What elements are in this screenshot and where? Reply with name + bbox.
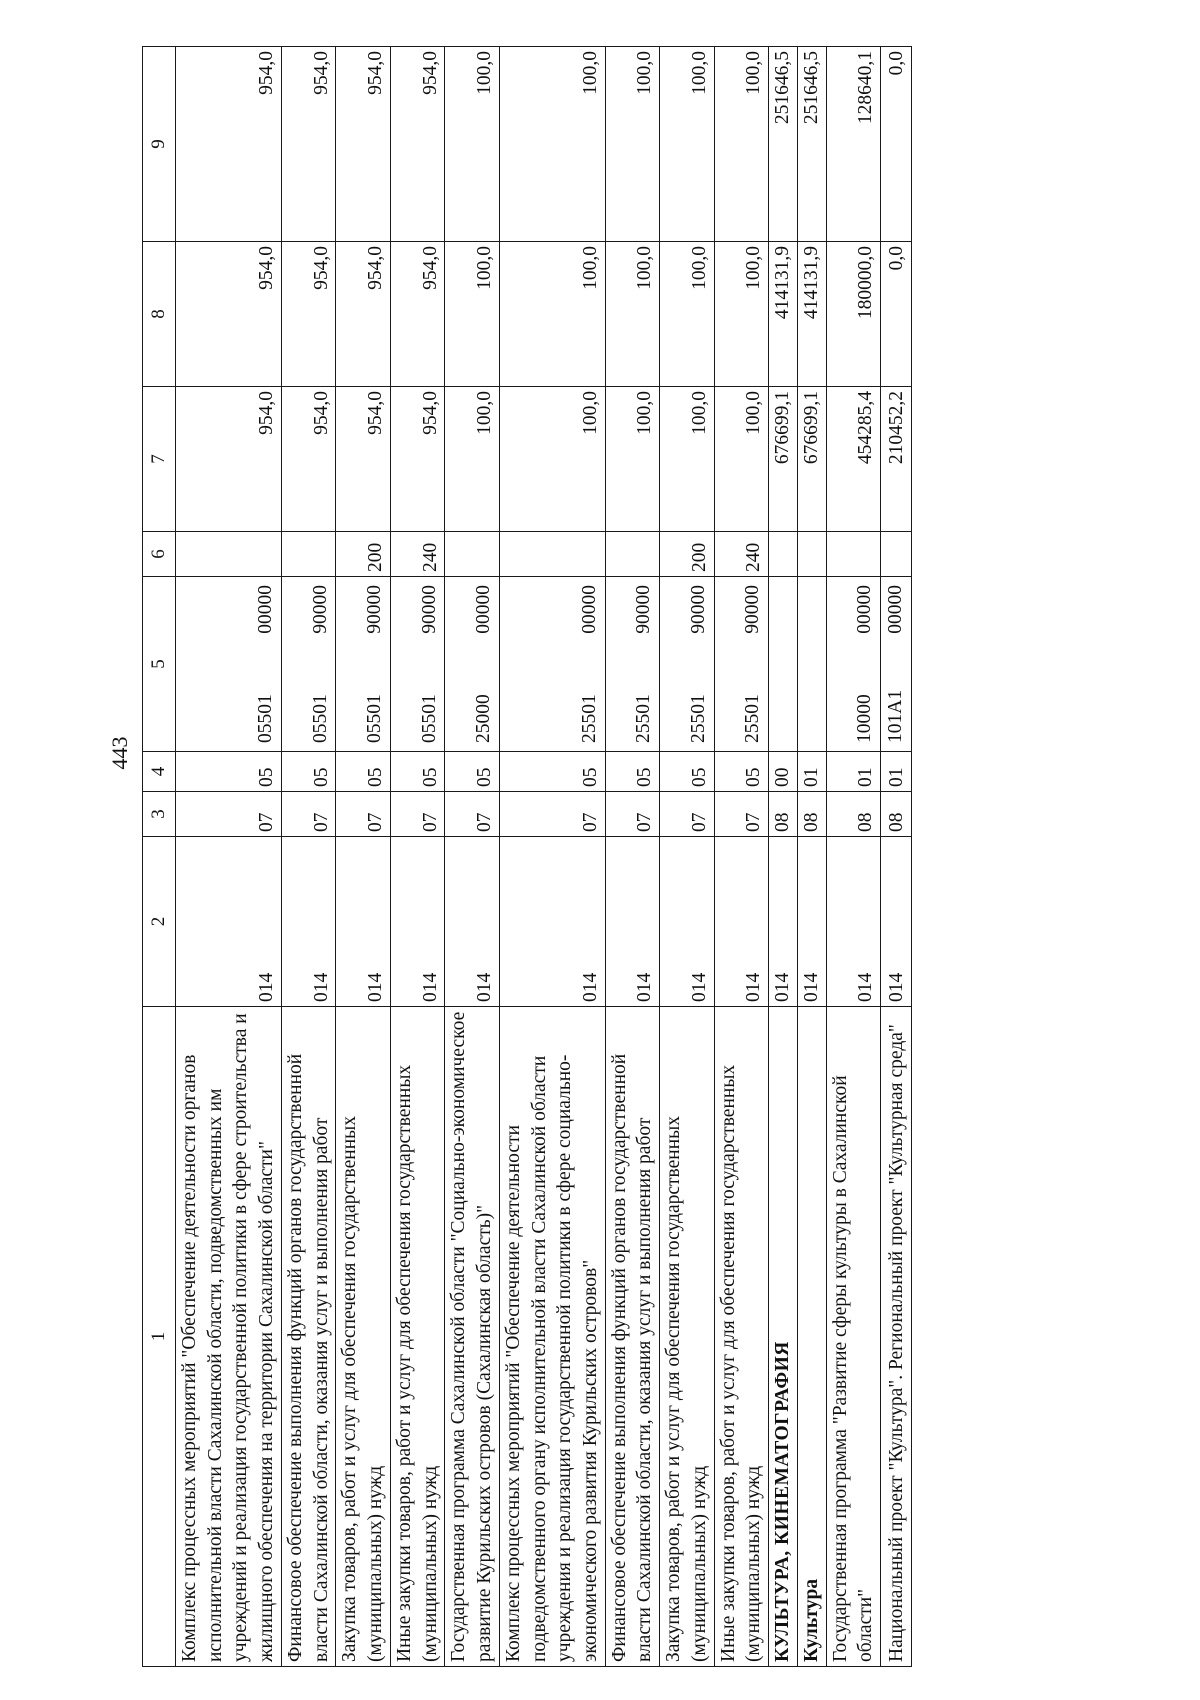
target-article-cell <box>769 577 798 752</box>
ministry-code-cell: 014 <box>445 837 499 1007</box>
subsection-code-cell: 05 <box>390 752 444 792</box>
expense-type-cell: 240 <box>390 532 444 577</box>
page-number: 443 <box>107 736 132 770</box>
section-code-cell: 07 <box>605 792 659 837</box>
target-article-direction: 00000 <box>473 585 495 634</box>
ministry-code-cell: 014 <box>281 837 335 1007</box>
amount-year-1-cell: 954,0 <box>281 387 335 532</box>
table-row <box>176 47 282 1667</box>
target-article-program: 05501 <box>309 694 331 743</box>
amount-year-3-cell: 954,0 <box>336 47 390 242</box>
ministry-code-cell: 014 <box>769 837 798 1007</box>
amount-year-3-cell: 954,0 <box>176 47 282 242</box>
section-code-cell: 07 <box>445 792 499 837</box>
row-name-cell: КУЛЬТУРА, КИНЕМАТОГРАФИЯ <box>769 1007 798 1667</box>
subsection-code-cell: 01 <box>826 752 880 792</box>
expense-type-cell <box>281 532 335 577</box>
column-header: 1 <box>143 1007 176 1667</box>
target-article-program: 25501 <box>579 694 601 743</box>
amount-year-3-cell: 251646,5 <box>769 47 798 242</box>
row-name-cell: Закупка товаров, работ и услуг для обеспечения государственных (муниципальных) нужд <box>336 1007 390 1667</box>
expense-type-cell <box>769 532 798 577</box>
target-article-program: 05501 <box>255 694 277 743</box>
amount-year-2-cell: 100,0 <box>714 242 768 387</box>
section-code-cell: 07 <box>660 792 714 837</box>
amount-year-1-cell: 100,0 <box>445 387 499 532</box>
amount-year-3-cell: 100,0 <box>605 47 659 242</box>
subsection-code-cell: 05 <box>605 752 659 792</box>
ministry-code-cell: 014 <box>605 837 659 1007</box>
amount-year-3-cell: 100,0 <box>714 47 768 242</box>
amount-year-3-cell: 100,0 <box>499 47 605 242</box>
target-article-program: 101A1 <box>885 689 907 743</box>
section-code-cell: 08 <box>881 792 912 837</box>
amount-year-1-cell: 954,0 <box>336 387 390 532</box>
table-row <box>660 47 714 1667</box>
target-article-cell <box>714 577 768 752</box>
target-article-cell <box>499 577 605 752</box>
ministry-code-cell: 014 <box>176 837 282 1007</box>
column-header: 9 <box>143 47 176 242</box>
expense-type-cell <box>881 532 912 577</box>
subsection-code-cell: 01 <box>797 752 826 792</box>
table-row <box>881 47 912 1667</box>
ministry-code-cell: 014 <box>797 837 826 1007</box>
budget-table <box>142 46 912 1667</box>
target-article-program: 25000 <box>473 694 495 743</box>
ministry-code-cell: 014 <box>336 837 390 1007</box>
amount-year-2-cell: 100,0 <box>445 242 499 387</box>
subsection-code-cell: 05 <box>714 752 768 792</box>
amount-year-1-cell: 210452,2 <box>881 387 912 532</box>
target-article-cell <box>176 577 282 752</box>
target-article-cell <box>336 577 390 752</box>
ministry-code-cell: 014 <box>826 837 880 1007</box>
table-row <box>281 47 335 1667</box>
subsection-code-cell: 05 <box>445 752 499 792</box>
target-article-cell <box>445 577 499 752</box>
section-code-cell: 07 <box>281 792 335 837</box>
section-code-cell: 07 <box>714 792 768 837</box>
column-header: 2 <box>143 837 176 1007</box>
column-header: 8 <box>143 242 176 387</box>
target-article-direction: 90000 <box>418 585 440 634</box>
target-article-direction: 00000 <box>579 585 601 634</box>
column-header: 6 <box>143 532 176 577</box>
target-article-program: 05501 <box>418 694 440 743</box>
table-row <box>826 47 880 1667</box>
target-article-direction: 90000 <box>742 585 764 634</box>
budget-table-container <box>142 47 1142 1667</box>
row-name-cell: Культура <box>797 1007 826 1667</box>
target-article-direction: 00000 <box>255 585 277 634</box>
expense-type-cell: 200 <box>660 532 714 577</box>
table-row <box>499 47 605 1667</box>
target-article-program: 25501 <box>687 694 709 743</box>
row-name-cell: Государственная программа "Развитие сферы культуры в Сахалинской области" <box>826 1007 880 1667</box>
ministry-code-cell: 014 <box>881 837 912 1007</box>
amount-year-1-cell: 454285,4 <box>826 387 880 532</box>
row-name-cell: Финансовое обеспечение выполнения функций органов государственной власти Сахалинской области, оказания услуг и выполнения работ <box>605 1007 659 1667</box>
section-code-cell: 08 <box>769 792 798 837</box>
row-name-cell: Иные закупки товаров, работ и услуг для обеспечения государственных (муниципальных) нужд <box>390 1007 444 1667</box>
amount-year-2-cell: 954,0 <box>390 242 444 387</box>
target-article-cell <box>390 577 444 752</box>
amount-year-1-cell: 954,0 <box>176 387 282 532</box>
expense-type-cell <box>826 532 880 577</box>
column-header: 7 <box>143 387 176 532</box>
section-code-cell: 07 <box>336 792 390 837</box>
amount-year-3-cell: 100,0 <box>660 47 714 242</box>
subsection-code-cell: 00 <box>769 752 798 792</box>
section-code-cell: 07 <box>176 792 282 837</box>
subsection-code-cell: 05 <box>660 752 714 792</box>
target-article-program: 05501 <box>364 694 386 743</box>
ministry-code-cell: 014 <box>499 837 605 1007</box>
amount-year-3-cell: 954,0 <box>281 47 335 242</box>
expense-type-cell: 200 <box>336 532 390 577</box>
row-name-cell: Национальный проект "Культура". Региональный проект "Культурная среда" <box>881 1007 912 1667</box>
amount-year-2-cell: 954,0 <box>336 242 390 387</box>
table-row <box>797 47 826 1667</box>
expense-type-cell <box>605 532 659 577</box>
target-article-cell <box>660 577 714 752</box>
section-code-cell: 08 <box>797 792 826 837</box>
ministry-code-cell: 014 <box>660 837 714 1007</box>
row-name-cell: Комплекс процессных мероприятий "Обеспечение деятельности подведомственного органу исполнительной власти Сахалинской области учреждения и реализация государственной политики в сфере социально-экономического развития Курильских островов" <box>499 1007 605 1667</box>
amount-year-3-cell: 128640,1 <box>826 47 880 242</box>
amount-year-2-cell: 100,0 <box>499 242 605 387</box>
section-code-cell: 07 <box>390 792 444 837</box>
row-name-cell: Государственная программа Сахалинской области "Социально-экономическое развитие Курильских островов (Сахалинская область)" <box>445 1007 499 1667</box>
column-header: 4 <box>143 752 176 792</box>
amount-year-2-cell: 180000,0 <box>826 242 880 387</box>
amount-year-1-cell: 100,0 <box>660 387 714 532</box>
amount-year-2-cell: 954,0 <box>281 242 335 387</box>
table-row <box>390 47 444 1667</box>
amount-year-2-cell: 100,0 <box>605 242 659 387</box>
amount-year-3-cell: 251646,5 <box>797 47 826 242</box>
amount-year-3-cell: 0,0 <box>881 47 912 242</box>
amount-year-2-cell: 100,0 <box>660 242 714 387</box>
target-article-direction: 90000 <box>687 585 709 634</box>
table-row <box>445 47 499 1667</box>
amount-year-3-cell: 100,0 <box>445 47 499 242</box>
target-article-direction: 90000 <box>364 585 386 634</box>
amount-year-1-cell: 100,0 <box>499 387 605 532</box>
table-body <box>176 47 912 1667</box>
target-article-cell <box>881 577 912 752</box>
subsection-code-cell: 05 <box>281 752 335 792</box>
subsection-code-cell: 05 <box>176 752 282 792</box>
amount-year-2-cell: 0,0 <box>881 242 912 387</box>
table-row <box>336 47 390 1667</box>
column-header: 3 <box>143 792 176 837</box>
target-article-direction: 00000 <box>885 585 907 634</box>
table-row <box>769 47 798 1667</box>
expense-type-cell <box>797 532 826 577</box>
subsection-code-cell: 01 <box>881 752 912 792</box>
target-article-direction: 90000 <box>633 585 655 634</box>
ministry-code-cell: 014 <box>714 837 768 1007</box>
amount-year-1-cell: 954,0 <box>390 387 444 532</box>
target-article-direction: 00000 <box>854 585 876 634</box>
row-name-cell: Финансовое обеспечение выполнения функций органов государственной власти Сахалинской области, оказания услуг и выполнения работ <box>281 1007 335 1667</box>
amount-year-1-cell: 100,0 <box>605 387 659 532</box>
amount-year-1-cell: 676699,1 <box>797 387 826 532</box>
target-article-cell <box>605 577 659 752</box>
row-name-cell: Комплекс процессных мероприятий "Обеспечение деятельности органов исполнительной власти Сахалинской области, подведомственных им учреждений и реализация государственной политики в сфере строительства и жилищного обеспечения на территории Сахалинской области" <box>176 1007 282 1667</box>
expense-type-cell: 240 <box>714 532 768 577</box>
column-header: 5 <box>143 577 176 752</box>
table-row <box>714 47 768 1667</box>
target-article-cell <box>281 577 335 752</box>
table-row <box>605 47 659 1667</box>
amount-year-1-cell: 676699,1 <box>769 387 798 532</box>
expense-type-cell <box>499 532 605 577</box>
target-article-cell <box>826 577 880 752</box>
subsection-code-cell: 05 <box>336 752 390 792</box>
amount-year-1-cell: 100,0 <box>714 387 768 532</box>
section-code-cell: 07 <box>499 792 605 837</box>
amount-year-2-cell: 954,0 <box>176 242 282 387</box>
amount-year-2-cell: 414131,9 <box>769 242 798 387</box>
target-article-program: 25501 <box>633 694 655 743</box>
amount-year-2-cell: 414131,9 <box>797 242 826 387</box>
target-article-program: 10000 <box>854 694 876 743</box>
amount-year-3-cell: 954,0 <box>390 47 444 242</box>
ministry-code-cell: 014 <box>390 837 444 1007</box>
section-code-cell: 08 <box>826 792 880 837</box>
expense-type-cell <box>445 532 499 577</box>
table-header-row <box>143 47 176 1667</box>
expense-type-cell <box>176 532 282 577</box>
row-name-cell: Иные закупки товаров, работ и услуг для обеспечения государственных (муниципальных) нужд <box>714 1007 768 1667</box>
target-article-direction: 90000 <box>309 585 331 634</box>
target-article-program: 25501 <box>742 694 764 743</box>
subsection-code-cell: 05 <box>499 752 605 792</box>
target-article-cell <box>797 577 826 752</box>
row-name-cell: Закупка товаров, работ и услуг для обеспечения государственных (муниципальных) нужд <box>660 1007 714 1667</box>
